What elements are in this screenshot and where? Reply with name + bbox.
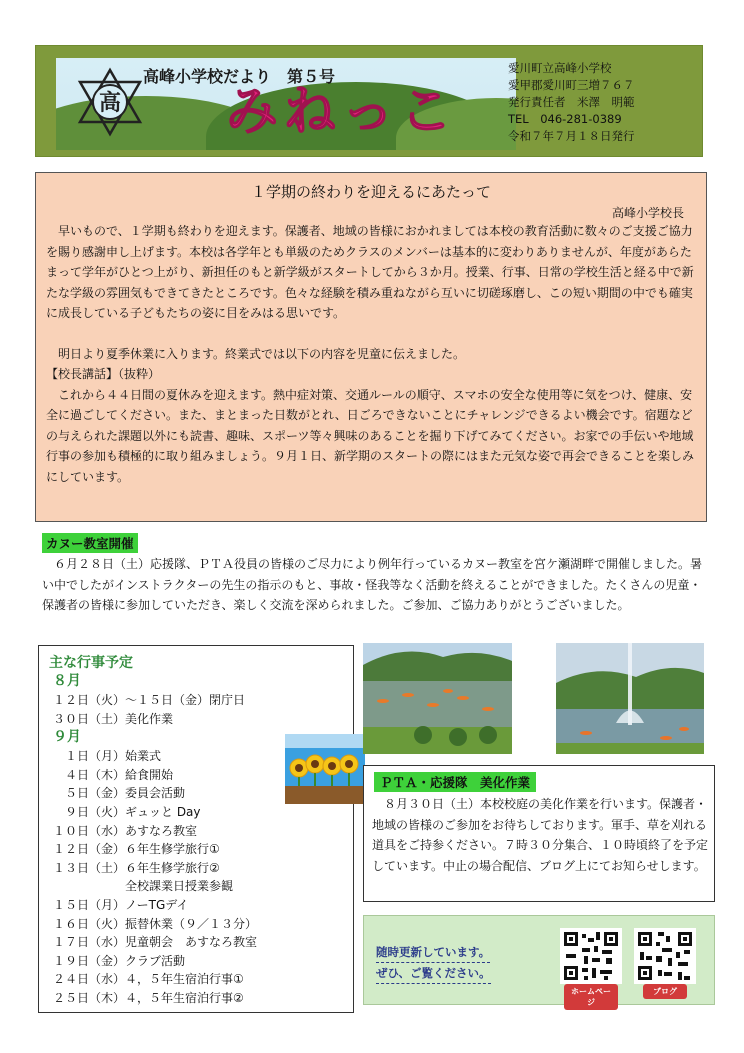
- principal-message: [35, 172, 707, 522]
- principal-paragraph: 明日より夏季休業に入ります。終業式では以下の内容を児童に伝えました。: [46, 346, 466, 361]
- schedule-title: 主な行事予定: [49, 655, 133, 671]
- schedule-item: １６日（火）振替休業（９／１３分）: [53, 916, 258, 931]
- blog-link-label[interactable]: ブログ: [643, 984, 687, 999]
- fountain-lake-photo: [556, 643, 704, 754]
- principal-speech-label: 【校長講話】（抜粋）: [46, 367, 161, 381]
- schedule-item: １９日（金）クラブ活動: [53, 953, 186, 968]
- schedule-item: ４日（木）給食開始: [53, 767, 174, 782]
- qr-message: [376, 942, 491, 984]
- homepage-qr-code-icon[interactable]: [560, 928, 622, 984]
- schedule-item: ９日（火）ギュッと Day: [53, 804, 201, 819]
- pta-section-text: ８月３０日（土）本校校庭の美化作業を行います。保護者・地域の皆様のご参加をお待ちしております。軍手、草を刈れる道具をご持参ください。７時３０分集合、１０時頃終了を予定しています。中止の場合配信、ブログ上にてお知らせします。: [372, 797, 709, 873]
- schedule-item: １０日（水）あすなろ教室: [53, 823, 198, 838]
- principal-signature: 高峰小学校長: [611, 206, 684, 220]
- schedule-item: ２５日（木）４，５年生宿泊行事②: [53, 990, 244, 1005]
- schedule-item: １３日（土）６年生修学旅行②: [53, 860, 220, 875]
- school-emblem-char: 高: [98, 91, 122, 116]
- canoe-lake-photo: [363, 643, 512, 754]
- publish-date: 令和７年７月１８日発行: [508, 129, 635, 143]
- publisher-responsible: 発行責任者 米澤 明範: [508, 95, 635, 109]
- schedule-item: ３０日（土）美化作業: [53, 711, 174, 726]
- pta-section-label: ＰＴＡ・応援隊 美化作業: [374, 772, 536, 792]
- blog-qr-code-icon[interactable]: [634, 928, 696, 984]
- principal-heading: １学期の終わりを迎えるにあたって: [250, 183, 491, 201]
- schedule-item: ２４日（水）４，５年生宿泊行事①: [53, 972, 244, 987]
- canoe-section-text: ６月２８日（土）応援隊、ＰＴＡ役員の皆様のご尽力により例年行っているカヌー教室を宮ケ瀬湖畔で開催しました。暑い中でしたがインストラクターの先生の指示のもと、事故・怪我等なく活動を終えることができました。たくさんの児童・保護者の皆様に参加していただき、楽しく交流を深められました。ご参加、ご協力ありがとうございました。: [42, 557, 703, 612]
- schedule-item: １日（月）始業式: [53, 749, 162, 764]
- publisher-address: 愛甲郡愛川町三増７６７: [508, 78, 635, 92]
- month-label-august: ８月: [53, 673, 81, 689]
- qr-message-line: 随時更新しています。: [376, 942, 490, 963]
- schedule-item: 全校課業日授業参観: [53, 879, 234, 894]
- event-schedule: [38, 645, 354, 1013]
- month-label-september: ９月: [53, 729, 81, 746]
- newsletter-brand: みねっこ: [226, 82, 459, 142]
- canoe-section-label: カヌー教室開催: [42, 533, 138, 553]
- schedule-item: １２日（火）～１５日（金）閉庁日: [53, 693, 246, 707]
- sunflower-illustration-icon: [285, 734, 365, 804]
- principal-speech: これから４４日間の夏休みを迎えます。熱中症対策、交通ルールの順守、スマホの安全な使用等に気をつけ、健康、安全に過ごしてください。また、まとまった日数がとれ、日ごろできないことにチャレンジできるよい機会です。宿題などの与えられた課題以外にも読書、趣味、スポーツ等々興味のあることを掘り下げてみてください。お家での手伝いや地域行事の参加も積極的に取り組みましょう。９月１日、新学期のスタートの際にはまた元気な姿で再会できることを楽しみにしています。: [46, 387, 695, 484]
- school-emblem-icon: [74, 66, 146, 138]
- schedule-item: １７日（水）児童朝会 あすなろ教室: [53, 935, 258, 950]
- qr-links-box: [363, 915, 715, 1005]
- qr-message-line: ぜひ、ご覧ください。: [376, 963, 491, 984]
- schedule-item: ５日（金）委員会活動: [53, 786, 186, 801]
- publisher-school: 愛川町立高峰小学校: [508, 61, 612, 75]
- pta-section: [363, 765, 715, 902]
- publisher-phone: TEL 046-281-0389: [508, 112, 622, 126]
- publisher-info: [508, 60, 635, 145]
- schedule-item: １２日（金）６年生修学旅行①: [53, 842, 220, 857]
- principal-paragraph: 早いもので、１学期も終わりを迎えます。保護者、地域の皆様におかれましては本校の教育活動に数々のご支援ご協力を賜り感謝申し上げます。本校は各学年とも単級のためクラスのメンバーは基本的に変わりありませんが、年度があらたまって学年がひとつ上がり、新担任のもと新学級がスタートしてから３か月。授業、行事、日常の学校生活と経る中で新たな学級の雰囲気もできてきたところです。色々な経験を積み重ねながら互いに切磋琢磨し、この短い期間の中でも確実に成長している子どもたちの姿に目をみはる思いです。: [46, 224, 694, 320]
- schedule-item: １５日（月）ノーTGデイ: [53, 897, 189, 912]
- homepage-link-label[interactable]: ホームページ: [564, 984, 618, 1010]
- newsletter-title: 高峰小学校だより 第５号: [143, 67, 336, 86]
